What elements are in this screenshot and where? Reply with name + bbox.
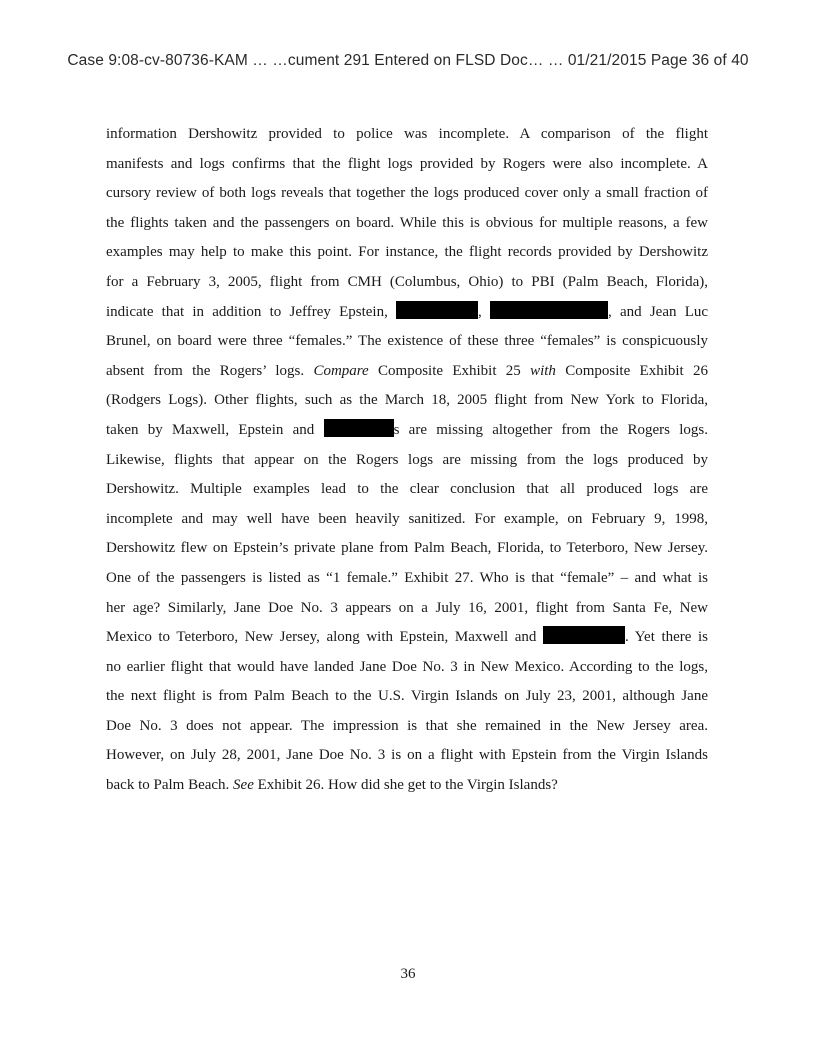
text-segment: taken by Maxwell, Epstein and bbox=[106, 421, 315, 438]
text-line: cursory review of both logs reveals that together the logs produced cover only a small fraction of bbox=[106, 185, 708, 202]
text-line: examples may help to make this point. For instance, the flight records provided by Dershowitz bbox=[106, 244, 708, 261]
text-line: Dershowitz flew on Epstein’s private plane from Palm Beach, Florida, to Teterboro, New Jersey. bbox=[106, 540, 708, 557]
text-segment: Composite Exhibit 25 bbox=[368, 362, 531, 379]
text-segment: back to Palm Beach. bbox=[106, 777, 234, 794]
text-line: information Dershowitz provided to police was incomplete. A comparison of the flight bbox=[106, 126, 708, 142]
text-segment: indicate that in addition to Jeffrey Epstein, bbox=[106, 303, 388, 320]
text-line bbox=[106, 623, 708, 653]
page-number: 36 bbox=[400, 966, 416, 982]
text-line: However, on July 28, 2001, Jane Doe No. 3 is on a flight with Epstein from the Virgin Islands bbox=[106, 747, 708, 764]
text-segment: absent from the Rogers’ logs. bbox=[106, 362, 314, 379]
text-line: the flights taken and the passengers on board. While this is obvious for multiple reasons, a few bbox=[106, 214, 708, 231]
text-line: her age? Similarly, Jane Doe No. 3 appears on a July 16, 2001, flight from Santa Fe, New bbox=[106, 599, 708, 616]
italic-signal: Compare bbox=[313, 362, 369, 379]
italic-signal: See bbox=[233, 777, 254, 794]
text-line: Brunel, on board were three “females.” The existence of these three “females” is conspicuously bbox=[106, 333, 708, 350]
text-line: (Rodgers Logs). Other flights, such as the March 18, 2005 flight from New York to Florida, bbox=[106, 392, 708, 409]
text-segment: s are missing altogether from the Rogers logs. bbox=[393, 421, 709, 438]
text-line: Doe No. 3 does not appear. The impression is that she remained in the New Jersey area. bbox=[106, 717, 708, 734]
text-line: for a February 3, 2005, flight from CMH (Columbus, Ohio) to PBI (Palm Beach, Florida), bbox=[106, 273, 708, 290]
case-header: Case 9:08-cv-80736-KAM … …cument 291 Entered on FLSD Doc… … 01/21/2015 Page 36 of 40 bbox=[67, 52, 749, 69]
text-line: One of the passengers is listed as “1 female.” Exhibit 27. Who is that “female” – and what is bbox=[106, 569, 708, 586]
document-body bbox=[106, 120, 708, 801]
text-segment: Mexico to Teterboro, New Jersey, along with Epstein, Maxwell and bbox=[106, 629, 537, 646]
italic-signal: with bbox=[530, 362, 556, 379]
text-segment: , bbox=[478, 303, 482, 320]
text-line bbox=[106, 357, 708, 387]
text-line: the next flight is from Palm Beach to the U.S. Virgin Islands on July 23, 2001, although Jane bbox=[106, 688, 708, 705]
text-line bbox=[106, 298, 708, 328]
text-line bbox=[106, 416, 708, 446]
redaction-box bbox=[543, 626, 625, 644]
redaction-box bbox=[396, 301, 478, 319]
text-line bbox=[106, 771, 708, 801]
text-line: Likewise, flights that appear on the Rogers logs are missing from the logs produced by bbox=[106, 451, 708, 468]
text-segment: , and Jean Luc bbox=[608, 303, 709, 320]
text-segment: Exhibit 26. How did she get to the Virgin Islands? bbox=[253, 777, 558, 794]
text-line: manifests and logs confirms that the flight logs provided by Rogers were also incomplete. A bbox=[106, 155, 708, 172]
text-segment: Composite Exhibit 26 bbox=[555, 362, 709, 379]
text-line: Dershowitz. Multiple examples lead to the clear conclusion that all produced logs are bbox=[106, 481, 708, 498]
text-line: no earlier flight that would have landed Jane Doe No. 3 in New Mexico. According to the logs, bbox=[106, 658, 708, 675]
redaction-box bbox=[324, 419, 394, 437]
redaction-box bbox=[490, 301, 608, 319]
text-segment: . Yet there is bbox=[624, 629, 708, 646]
text-line: incomplete and may well have been heavily sanitized. For example, on February 9, 1998, bbox=[106, 510, 708, 527]
